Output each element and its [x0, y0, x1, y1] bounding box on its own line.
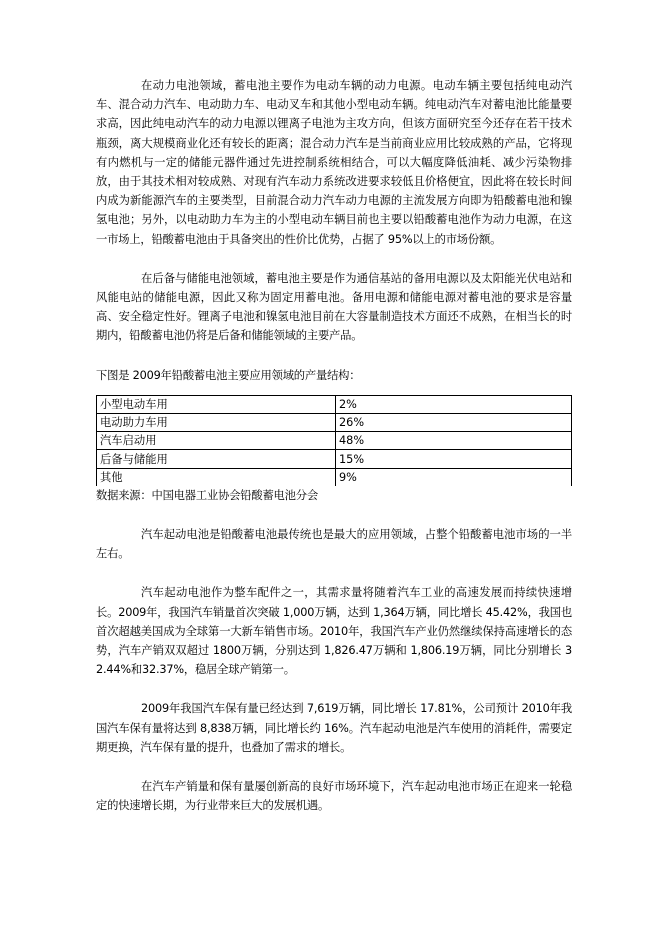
paragraph-power-battery: 在动力电池领域，蓄电池主要作为电动车辆的动力电源。电动车辆主要包括纯电动汽车、混合动力汽车、电动助力车、电动叉车和其他小型电动车辆。纯电动汽车对蓄电池比能量要求高，因此纯电动汽车的动力电源以锂离子电池为主攻方向，但该方面研究至今还存在若干技术瓶颈，离大规模商业化还有较长的距离；混合动力汽车是当前商业应用比较成熟的产品，它将现有内燃机与一定的储能元器件通过先进控制系统相结合，可以大幅度降低油耗、减少污染物排放，由于其技术相对较成熟、对现有汽车动力系统改进要求较低且价格便宜，因此将在较长时间内成为新能源汽车的主要类型，目前混合动力汽车动力电源的主流发展方向即为铅酸蓄电池和镍氢电池；另外，以电动助力车为主的小型电动车辆目前也主要以铅酸蓄电池作为动力电源，在这一市场上，铅酸蓄电池由于具备突出的性价比优势，占据了 95%以上的市场份额。	[96, 79, 572, 246]
paragraph-market-outlook: 在汽车产销量和保有量屡创新高的良好市场环境下，汽车起动电池市场正在迎来一轮稳定的快速增长期，为行业带来巨大的发展机遇。	[96, 780, 572, 813]
paragraph-backup-storage: 在后备与储能电池领域，蓄电池主要是作为通信基站的备用电源以及太阳能光伏电站和风能电站的储能电源，因此又称为固定用蓄电池。备用电源和储能电源对蓄电池的要求是容量高、安全稳定性好。锂离子电池和镍氢电池目前在大容量制造技术方面还不成熟，在相当长的时期内，铅酸蓄电池仍将是后备和储能领域的主要产品。	[96, 271, 572, 343]
table-cell-category: 电动助力车用	[97, 414, 336, 432]
paragraph-starter-battery: 汽车起动电池是铅酸蓄电池最传统也是最大的应用领域，占整个铅酸蓄电池市场的一半左右。	[96, 527, 572, 561]
paragraph-auto-sales: 汽车起动电池作为整车配件之一，其需求量将随着汽车工业的高速发展而持续快速增长。2009年，我国汽车销量首次突破 1,000万辆，达到 1,364万辆，同比增长 45.42%，我国也首次超越美国成为全球第一大新车销售市场。2010年，我国汽车产业仍然继续保持高速增长的态势，汽车产销双双超过 1800万辆，分别达到 1,826.47万辆和 1,806.19万辆，同比分别增长 32.44%和32.37%，稳居全球产销第一。	[96, 586, 572, 677]
table-row	[97, 395, 572, 413]
table-cell-category: 汽车启动用	[97, 432, 336, 450]
table-cell-share: 26%	[336, 414, 572, 432]
table-row	[97, 468, 572, 486]
table-cell-share: 9%	[336, 468, 572, 486]
table-cell-share: 15%	[336, 450, 572, 468]
table-intro: 下图是 2009年铅酸蓄电池主要应用领域的产量结构：	[96, 368, 361, 382]
production-structure-table	[96, 395, 572, 486]
data-source-note: 数据来源：中国电器工业协会铅酸蓄电池分会	[96, 488, 318, 502]
paragraph-vehicle-ownership: 2009年我国汽车保有量已经达到 7,619万辆，同比增长 17.81%，公司预计 2010年我国汽车保有量将达到 8,838万辆，同比增长约 16%。汽车起动电池是汽车使用的消耗件，需要定期更换，汽车保有量的提升，也叠加了需求的增长。	[96, 702, 572, 754]
table-cell-category: 后备与储能用	[97, 450, 336, 468]
table-cell-share: 2%	[336, 395, 572, 413]
table-cell-share: 48%	[336, 432, 572, 450]
table-cell-category: 其他	[97, 468, 336, 486]
table-row	[97, 432, 572, 450]
table-row	[97, 450, 572, 468]
document-body	[96, 76, 572, 815]
table-row	[97, 414, 572, 432]
table-cell-category: 小型电动车用	[97, 395, 336, 413]
